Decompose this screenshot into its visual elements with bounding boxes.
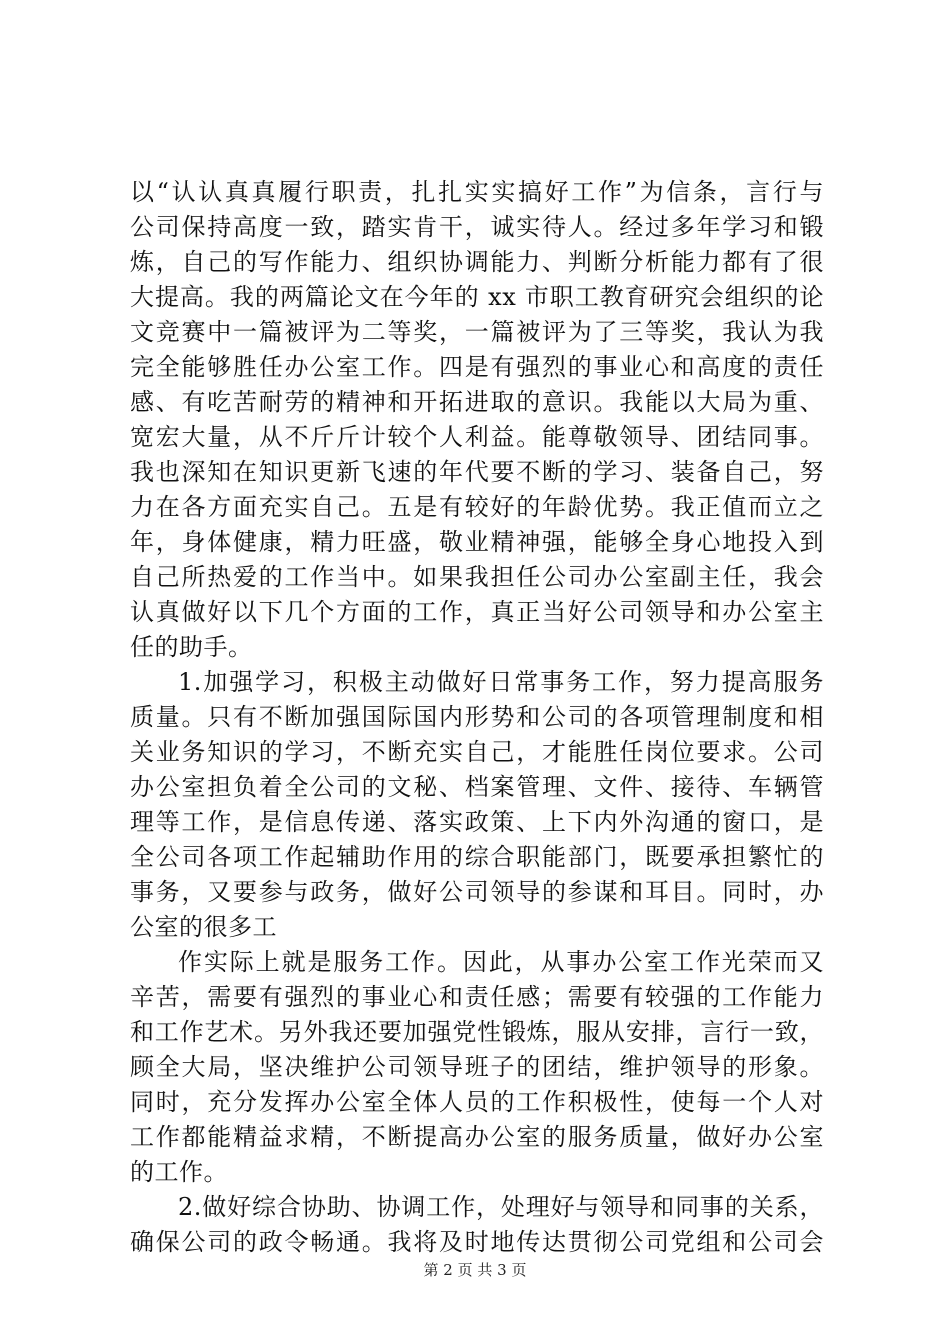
text-line: 完全能够胜任办公室工作。四是有强烈的事业心和高度的责任 <box>130 353 824 381</box>
text-line: 我也深知在知识更新飞速的年代要不断的学习、装备自己，努 <box>130 458 824 486</box>
text-line: 自己所热爱的工作当中。如果我担任公司办公室副主任，我会 <box>130 563 824 591</box>
text-line: 确保公司的政令畅通。我将及时地传达贯彻公司党组和公司会 <box>130 1228 824 1256</box>
text-line: 工作都能精益求精，不断提高办公室的服务质量，做好办公室 <box>130 1123 824 1151</box>
text-line: 宽宏大量，从不斤斤计较个人利益。能尊敬领导、团结同事。 <box>130 423 824 451</box>
text-line: 感、有吃苦耐劳的精神和开拓进取的意识。我能以大局为重、 <box>130 388 824 416</box>
text-line: 认真做好以下几个方面的工作，真正当好公司领导和办公室主 <box>130 598 824 626</box>
text-line: 全公司各项工作起辅助作用的综合职能部门，既要承担繁忙的 <box>130 843 824 871</box>
paragraph-start-line: 2.做好综合协助、协调工作，处理好与领导和同事的关系， <box>178 1193 824 1221</box>
text-line: 事务，又要参与政务，做好公司领导的参谋和耳目。同时，办 <box>130 878 824 906</box>
text-line: 大提高。我的两篇论文在今年的 xx 市职工教育研究会组织的论 <box>130 283 824 311</box>
text-line: 同时，充分发挥办公室全体人员的工作积极性，使每一个人对 <box>130 1088 824 1116</box>
text-line: 顾全大局，坚决维护公司领导班子的团结，维护领导的形象。 <box>130 1053 824 1081</box>
paragraph-start-line: 作实际上就是服务工作。因此，从事办公室工作光荣而又 <box>178 948 824 976</box>
text-line: 关业务知识的学习，不断充实自己，才能胜任岗位要求。公司 <box>130 738 824 766</box>
text-line: 年，身体健康，精力旺盛，敬业精神强，能够全身心地投入到 <box>130 528 824 556</box>
text-line: 的工作。 <box>130 1158 228 1186</box>
text-line: 任的助手。 <box>130 633 253 661</box>
text-line: 辛苦，需要有强烈的事业心和责任感；需要有较强的工作能力 <box>130 983 824 1011</box>
text-line: 质量。只有不断加强国际国内形势和公司的各项管理制度和相 <box>130 703 824 731</box>
page-number-footer: 第 2 页 共 3 页 <box>423 1261 527 1279</box>
text-line: 公室的很多工 <box>130 913 277 941</box>
text-line: 和工作艺术。另外我还要加强党性锻炼，服从安排，言行一致， <box>130 1018 824 1046</box>
text-line: 理等工作，是信息传递、落实政策、上下内外沟通的窗口，是 <box>130 808 824 836</box>
text-line: 炼，自己的写作能力、组织协调能力、判断分析能力都有了很 <box>130 248 824 276</box>
text-line: 公司保持高度一致，踏实肯干，诚实待人。经过多年学习和锻 <box>130 213 824 241</box>
text-line: 以“认认真真履行职责，扎扎实实搞好工作”为信条，言行与 <box>130 178 824 206</box>
text-line: 力在各方面充实自己。五是有较好的年龄优势。我正值而立之 <box>130 493 824 521</box>
text-line: 文竞赛中一篇被评为二等奖，一篇被评为了三等奖，我认为我 <box>130 318 824 346</box>
text-line: 办公室担负着全公司的文秘、档案管理、文件、接待、车辆管 <box>130 773 824 801</box>
paragraph-start-line: 1.加强学习，积极主动做好日常事务工作，努力提高服务 <box>178 668 824 696</box>
